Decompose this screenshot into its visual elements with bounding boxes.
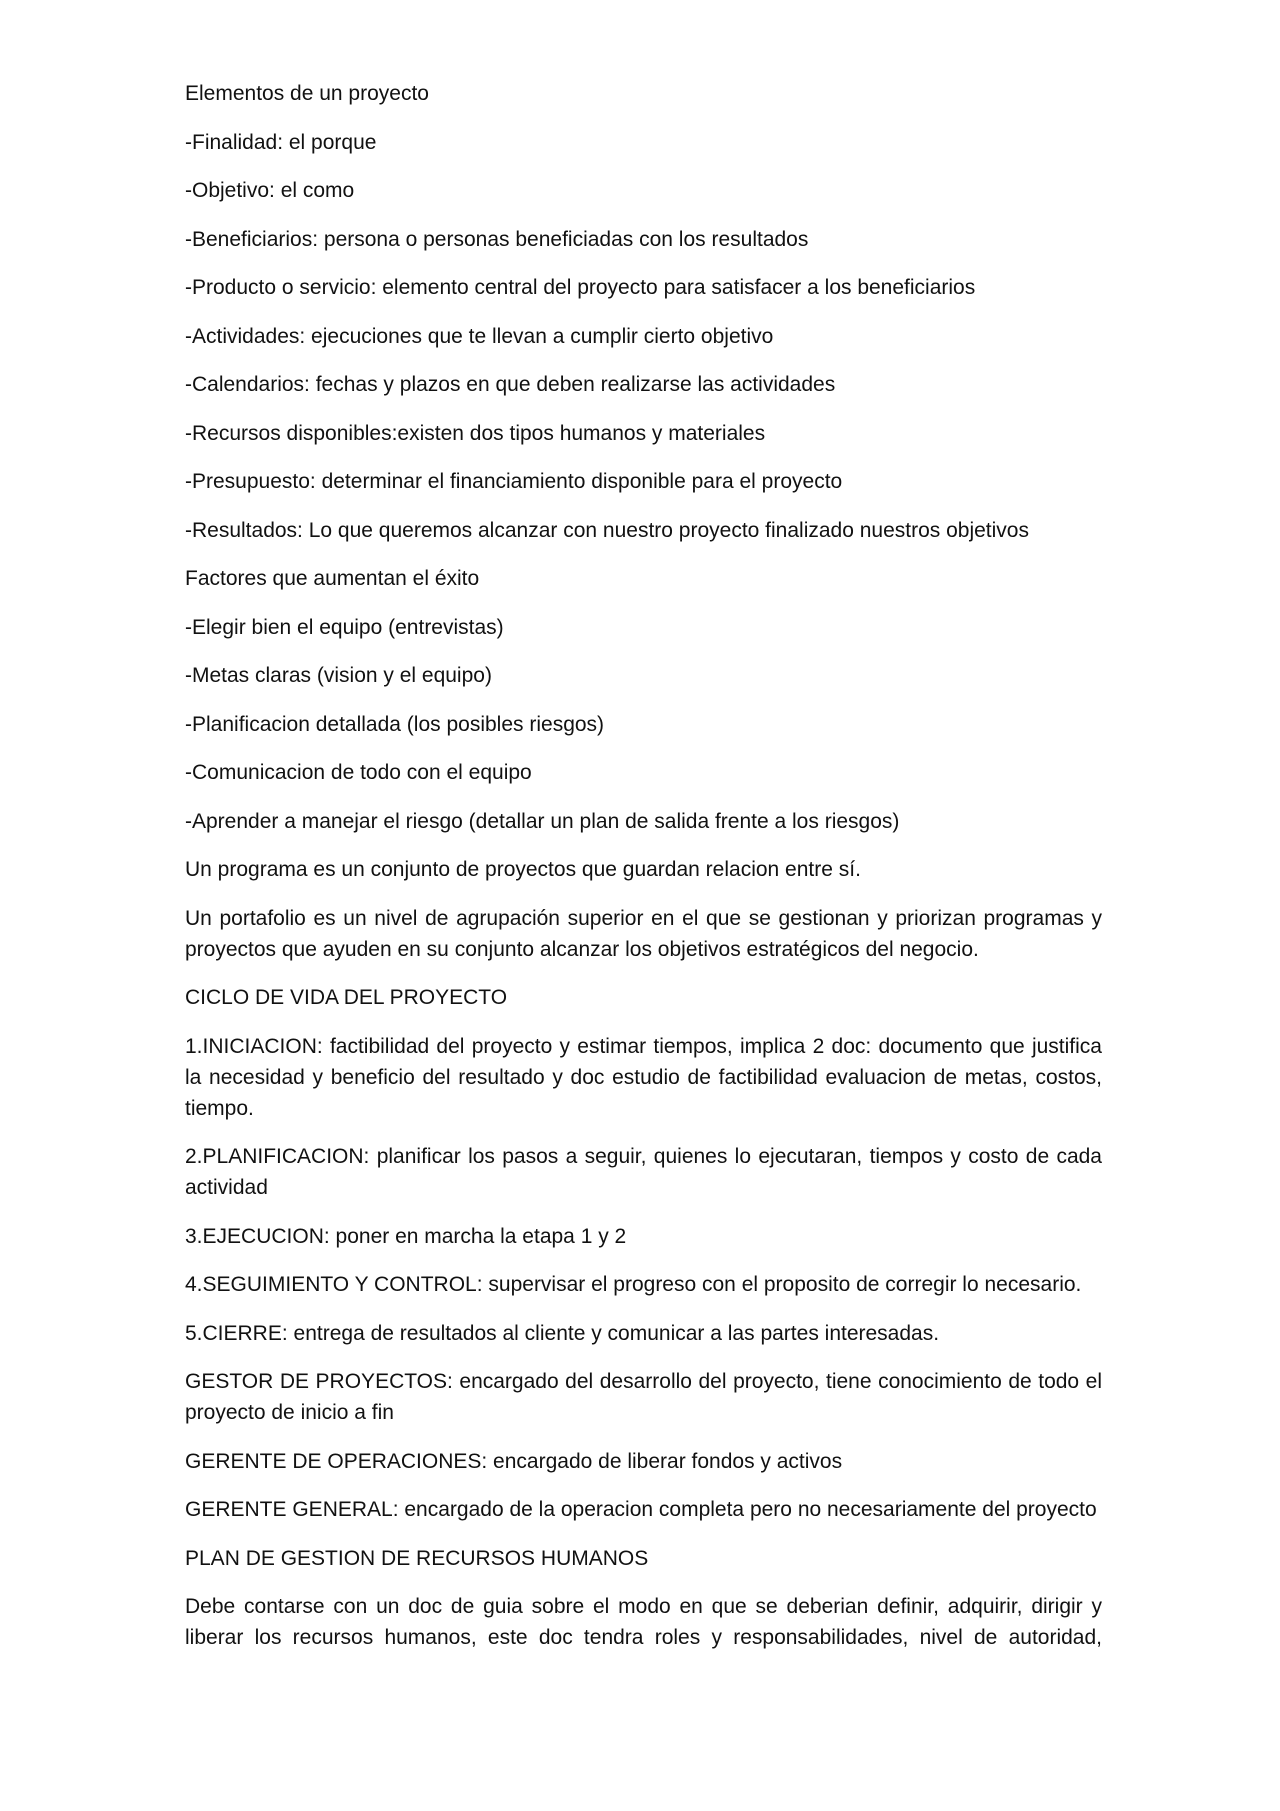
list-item-comunicacion: -Comunicacion de todo con el equipo: [185, 761, 532, 784]
list-item-actividades: -Actividades: ejecuciones que te llevan a cumplir cierto objetivo: [185, 324, 774, 348]
paragraph-seguimiento: 4.SEGUIMIENTO Y CONTROL: supervisar el progreso con el proposito de corregir lo necesario.: [185, 1273, 1082, 1296]
paragraph-gestor-de-proyectos: GESTOR DE PROYECTOS: encargado del desarrollo del proyecto, tiene conocimiento de todo el proyecto de inicio a fin: [185, 1370, 1102, 1424]
list-item-presupuesto: -Presupuesto: determinar el financiamiento disponible para el proyecto: [185, 470, 843, 493]
section-title-recursos-humanos: PLAN DE GESTION DE RECURSOS HUMANOS: [185, 1546, 649, 1570]
section-title-ciclo-de-vida: CICLO DE VIDA DEL PROYECTO: [185, 986, 508, 1009]
paragraph-programa: Un programa es un conjunto de proyectos que guardan relacion entre sí.: [185, 858, 861, 881]
list-item-riesgo: -Aprender a manejar el riesgo (detallar un plan de salida frente a los riesgos): [185, 809, 900, 833]
section-title-factores: Factores que aumentan el éxito: [185, 567, 480, 590]
list-item-resultados: -Resultados: Lo que queremos alcanzar con nuestro proyecto finalizado nuestros objetivos: [185, 518, 1029, 542]
list-item-planificacion: -Planificacion detallada (los posibles riesgos): [185, 712, 605, 736]
list-item-producto: -Producto o servicio: elemento central del proyecto para satisfacer a los beneficiarios: [185, 276, 976, 299]
list-item-recursos: -Recursos disponibles:existen dos tipos humanos y materiales: [185, 421, 766, 445]
list-item-metas: -Metas claras (vision y el equipo): [185, 664, 492, 687]
paragraph-cierre: 5.CIERRE: entrega de resultados al cliente y comunicar a las partes interesadas.: [185, 1321, 940, 1345]
list-item-calendarios: -Calendarios: fechas y plazos en que deben realizarse las actividades: [185, 373, 836, 396]
document-page: [185, 78, 1102, 1671]
list-item-equipo: -Elegir bien el equipo (entrevistas): [185, 615, 504, 639]
section-title-elementos: Elementos de un proyecto: [185, 82, 429, 105]
paragraph-ejecucion: 3.EJECUCION: poner en marcha la etapa 1 y 2: [185, 1224, 627, 1248]
paragraph-portafolio: Un portafolio es un nivel de agrupación superior en el que se gestionan y priorizan programas y proyectos que ayuden en su conjunto alcanzar los objetivos estratégicos del negocio.: [185, 906, 1102, 961]
list-item-beneficiarios: -Beneficiarios: persona o personas beneficiadas con los resultados: [185, 227, 809, 251]
list-item-objetivo: -Objetivo: el como: [185, 179, 355, 202]
list-item-finalidad: -Finalidad: el porque: [185, 130, 377, 154]
paragraph-plan-recursos-humanos: Debe contarse con un doc de guia sobre el modo en que se deberian definir, adquirir, dirigir y liberar los recursos humanos, este doc tendra roles y responsabilidades, nivel de autoridad,: [185, 1595, 1102, 1649]
paragraph-gerente-de-operaciones: GERENTE DE OPERACIONES: encargado de liberar fondos y activos: [185, 1449, 843, 1473]
paragraph-planificacion: 2.PLANIFICACION: planificar los pasos a seguir, quienes lo ejecutaran, tiempos y costo de cada actividad: [185, 1145, 1102, 1199]
paragraph-gerente-general: GERENTE GENERAL: encargado de la operacion completa pero no necesariamente del proyecto: [185, 1498, 1097, 1521]
paragraph-iniciacion: 1.INICIACION: factibilidad del proyecto y estimar tiempos, implica 2 doc: documento que justifica la necesidad y beneficio del resultado y doc estudio de factibilidad evaluacion de metas, costos, tiempo.: [185, 1034, 1102, 1120]
